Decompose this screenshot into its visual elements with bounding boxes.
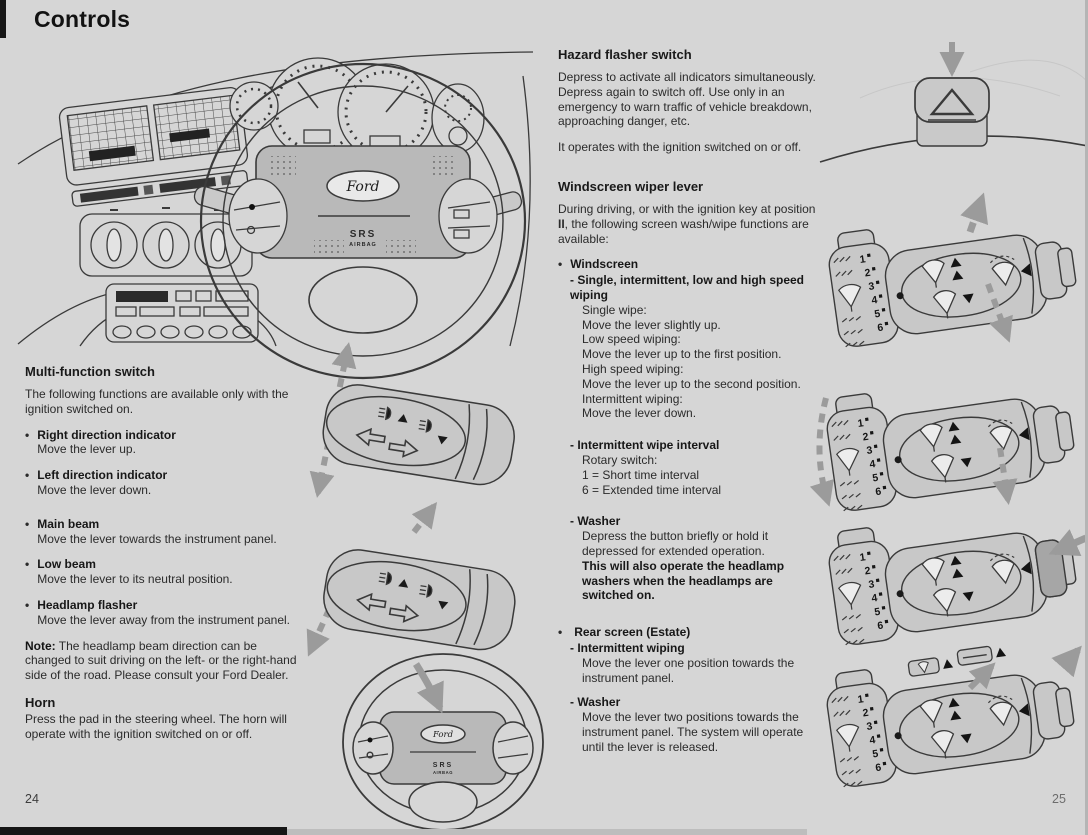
left-vent-cluster [58, 86, 251, 206]
bullet-marker: • [25, 516, 30, 531]
hazard-button [915, 78, 989, 146]
multifunction-intro: The following functions are available only with the ignition switched on. [25, 387, 289, 416]
wiper-stalk-illustration-3 [826, 518, 1088, 668]
hazard-para1: Depress to activate all indicators simultaneously. Depress again to switch off. Use only in an emergency to warn traffic of vehicle breakdown, approaching danger, etc. [558, 70, 816, 129]
dashboard-illustration [18, 46, 533, 346]
bullet-rear-screen: • Rear screen (Estate) [558, 625, 691, 640]
hazard-para2: It operates with the ignition switched on or off. [558, 140, 802, 155]
wiper-intro: During driving, or with the ignition key at position II, the following screen wash/wipe functions are available: [558, 201, 816, 246]
scan-edge-top-left [0, 0, 6, 38]
ford-logo-text: Ford [346, 179, 380, 195]
page-number-right: 25 [1052, 792, 1066, 806]
sub-intermittent-interval: - Intermittent wipe interval Rotary switch: 1 = Short time interval 6 = Extended time interval [570, 438, 722, 497]
section-heading-multifunction: Multi-function switch [25, 364, 155, 379]
page-title: Controls [34, 6, 131, 32]
horn-text: Press the pad in the steering wheel. The horn will operate with the ignition switched on or off. [25, 711, 287, 741]
section-heading-horn: Horn [25, 694, 56, 710]
bullet-marker: • [558, 257, 563, 272]
section-heading-hazard: Hazard flasher switch [558, 47, 692, 62]
left-text-column [25, 364, 299, 753]
right-spoke-opening [439, 179, 497, 253]
note-label: Note: [25, 638, 56, 653]
section-heading-wiper: Windscreen wiper lever [558, 178, 704, 194]
bullet-low-beam: • Low beam Move the lever to its neutral position. [25, 557, 233, 587]
climate-controls [80, 208, 252, 276]
scan-edge-bottom [287, 829, 807, 835]
ford-logo-text: Ford [432, 730, 454, 740]
bullet-main-beam: • Main beam Move the lever towards the instrument panel. [25, 516, 277, 546]
rotary-turn-arrow [819, 398, 828, 502]
bullet-marker: • [558, 625, 563, 640]
indicator-stalk-up-illustration [296, 333, 546, 505]
bullet-left-indicator: • Left direction indicator Move the lever down. [25, 468, 168, 497]
bullet-marker: • [25, 427, 30, 442]
wiper-stalk-illustration-4 [824, 660, 1088, 810]
right-text-column [558, 47, 826, 754]
ignition-position: II [558, 216, 565, 231]
bullet-right-indicator: • Right direction indicator Move the lever up. [25, 427, 176, 457]
horn-steering-wheel-illustration [328, 650, 558, 830]
sub-single-wiping: - Single, intermittent, low and high speed wiping Single wipe: Move the lever slightly up. Low speed wiping: Move the lever up to the first position. High speed wiping: Move the lever up to the second position. Intermittent wiping: Move the lever down. [570, 273, 805, 421]
srs-label: SRS [349, 229, 377, 240]
bullet-headlamp-flasher: • Headlamp flasher Move the lever away from the instrument panel. [25, 597, 290, 627]
hazard-switch-illustration [820, 38, 1088, 234]
radio-unit [106, 284, 258, 342]
left-spoke-opening [229, 179, 287, 253]
manual-spread: 1 2 3 4 5 6 Controls Ford SRS AIRBAG Multi-function switch The following functions are available only with the ignition switched on. • Right direction indicator Move the lever up. • Left direction indicator Move the lever down. • Main beam Move the lever towards the instrument panel. • Low beam Move the lever to its neutral position. • Headlamp flasher Move the lever away from the instrument panel. Note: The headlamp beam direction can be changed to suit driving on the left- or the right-hand side of the road. Please consult your Ford Dealer. Horn Press the pad in the steering wheel. The horn will operate with the ignition switched on or off. 24 Ford SRS AIRBAG Hazard flasher switch Depress to activate all indicators simultaneously. Depress again to switch off. Use only in an emergency to warn traffic of vehicle breakdown, approaching danger, etc. It operates with the ignition switched on or off. Windscreen wiper lever During driving, or with the ignition key at position II, the following screen wash/wipe functions are available: • Windscreen - Single, intermittent, low and high speed wiping Single wipe: Move the lever slightly up. Low speed wiping: Move the lever up to the first position. High speed wiping: Move the lever up to the second position. Intermittent wiping: Move the lever down. - Intermittent wipe interval Rotary switch: 1 = Short time interval 6 = Extended time interval - Washer Depress the button briefly or hold it depressed for extended operation. This will also operate the headlamp washers when the headlamps are switched on. • Rear screen (Estate) - Intermittent wiping Move the lever one position towards the instrument panel. - Washer Move the lever two positions towards the instrument panel. The system will operate until the lever is released. 25 [0, 0, 1088, 835]
bullet-marker: • [25, 557, 30, 572]
dash-right-contour [510, 76, 530, 346]
bullet-marker: • [25, 597, 30, 612]
airbag-label: AIRBAG [349, 242, 377, 248]
bullet-marker: • [25, 468, 30, 483]
page-number-left: 24 [25, 792, 39, 806]
bullet-windscreen: • Windscreen [558, 257, 639, 272]
wiper-stalk-illustration-2 [814, 384, 1088, 534]
wiper-stalk-illustration-1 [826, 220, 1088, 365]
toward-wheel-arrow [414, 506, 434, 532]
lower-spoke-opening [309, 267, 417, 333]
sub-rear-washer: - Washer Move the lever two positions towards the instrument panel. The system will operate until the lever is released. [570, 695, 804, 754]
scan-edge-bottom-left [0, 827, 287, 835]
indicator-stalk-down-illustration [296, 502, 546, 674]
note-paragraph [25, 639, 299, 683]
note-text: The headlamp beam direction can be changed to suit driving on the left- or the right-hand side of the road. Please consult your Ford Dealer. [25, 638, 297, 683]
sub-rear-intermittent: - Intermittent wiping Move the lever one position towards the instrument panel. [570, 640, 795, 685]
sub-washer: - Washer Depress the button briefly or hold it depressed for extended operation. This will also operate the headlamp washers when the headlamps are switched on. [570, 514, 785, 603]
srs-label: SRS [432, 762, 454, 769]
airbag-label: AIRBAG [432, 770, 454, 775]
